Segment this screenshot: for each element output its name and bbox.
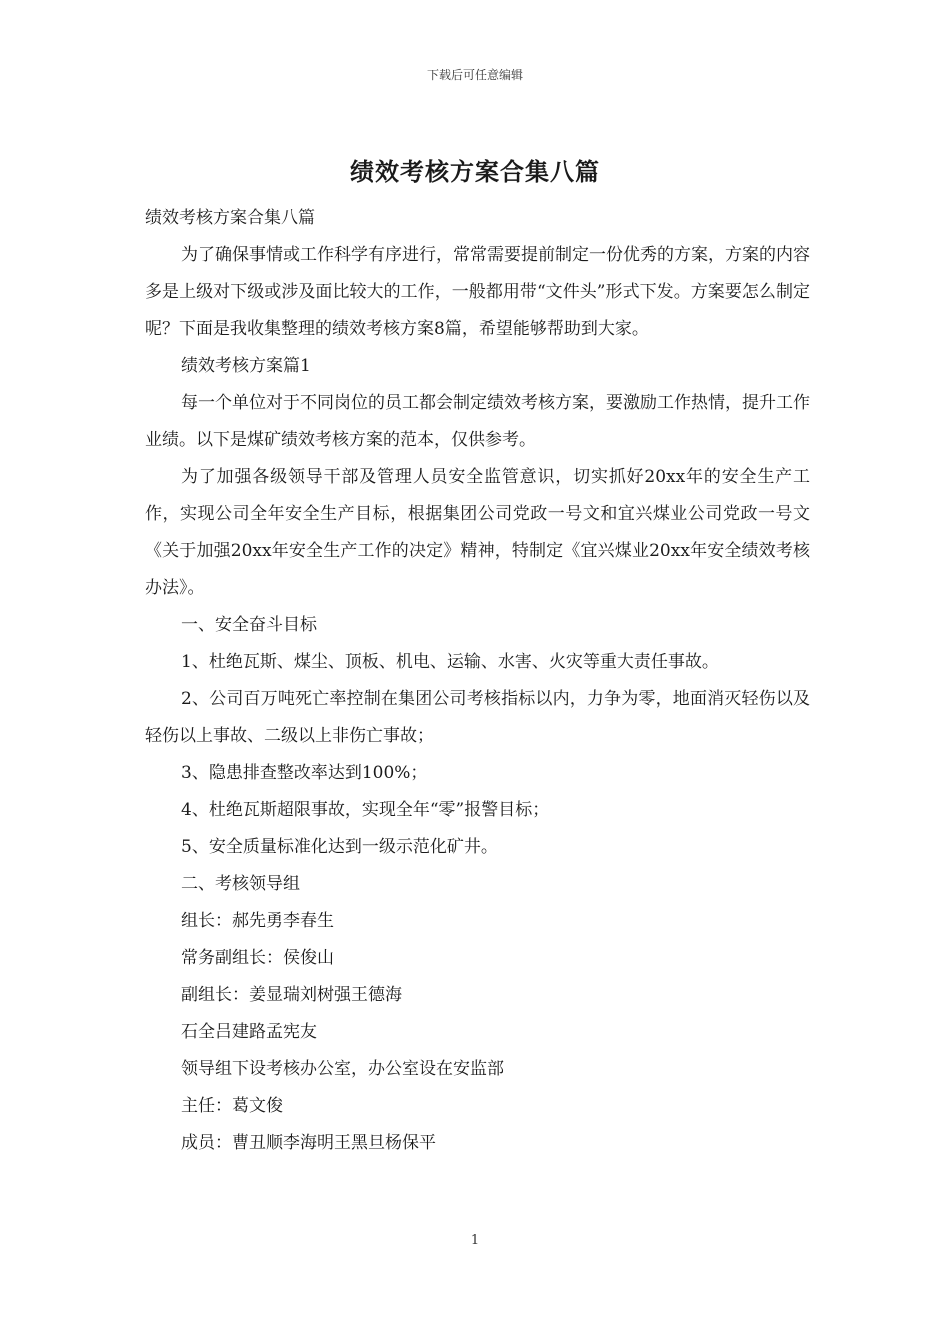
body-paragraph: 每一个单位对于不同岗位的员工都会制定绩效考核方案，要激励工作热情，提升工作业绩。以下是煤矿绩效考核方案的范本，仅供参考。 xyxy=(145,393,810,450)
body-paragraph: 为了加强各级领导干部及管理人员安全监管意识，切实抓好20xx年的安全生产工作，实现公司全年安全生产目标，根据集团公司党政一号文和宜兴煤业公司党政一号文《关于加强20xx年安全生产工作的决定》精神，特制定《宜兴煤业20xx年安全绩效考核办法》。 xyxy=(145,467,810,598)
document-title: 绩效考核方案合集八篇 xyxy=(350,157,600,186)
body-paragraph: 5、安全质量标准化达到一级示范化矿井。 xyxy=(181,837,498,857)
body-paragraph: 组长：郝先勇李春生 xyxy=(181,911,334,931)
body-paragraph: 3、隐患排查整改率达到100%； xyxy=(181,763,428,783)
body-paragraph: 副组长：姜显瑞刘树强王德海 xyxy=(181,985,402,1005)
body-paragraph: 一、安全奋斗目标 xyxy=(181,615,317,635)
body-paragraph: 绩效考核方案合集八篇 xyxy=(145,208,315,228)
document-body xyxy=(145,200,810,1162)
body-paragraph: 为了确保事情或工作科学有序进行，常常需要提前制定一份优秀的方案，方案的内容多是上级对下级或涉及面比较大的工作，一般都用带“文件头”形式下发。方案要怎么制定呢？下面是我收集整理的绩效考核方案8篇，希望能够帮助到大家。 xyxy=(145,245,810,339)
body-paragraph: 二、考核领导组 xyxy=(181,874,300,894)
header-note: 下载后可任意编辑 xyxy=(426,68,523,82)
body-paragraph: 成员：曹丑顺李海明王黑旦杨保平 xyxy=(181,1133,436,1153)
body-paragraph: 常务副组长：侯俊山 xyxy=(181,948,334,968)
body-paragraph: 主任：葛文俊 xyxy=(181,1096,283,1116)
body-paragraph: 4、杜绝瓦斯超限事故，实现全年“零”报警目标； xyxy=(181,800,550,820)
body-paragraph: 领导组下设考核办公室，办公室设在安监部 xyxy=(181,1059,504,1079)
body-paragraph: 2、公司百万吨死亡率控制在集团公司考核指标以内，力争为零，地面消灭轻伤以及轻伤以上事故、二级以上非伤亡事故； xyxy=(145,689,810,746)
body-paragraph: 石全吕建路孟宪友 xyxy=(181,1022,317,1042)
body-paragraph: 1、杜绝瓦斯、煤尘、顶板、机电、运输、水害、火灾等重大责任事故。 xyxy=(181,652,719,672)
page-number: 1 xyxy=(470,1233,480,1248)
body-paragraph: 绩效考核方案篇1 xyxy=(181,356,311,376)
